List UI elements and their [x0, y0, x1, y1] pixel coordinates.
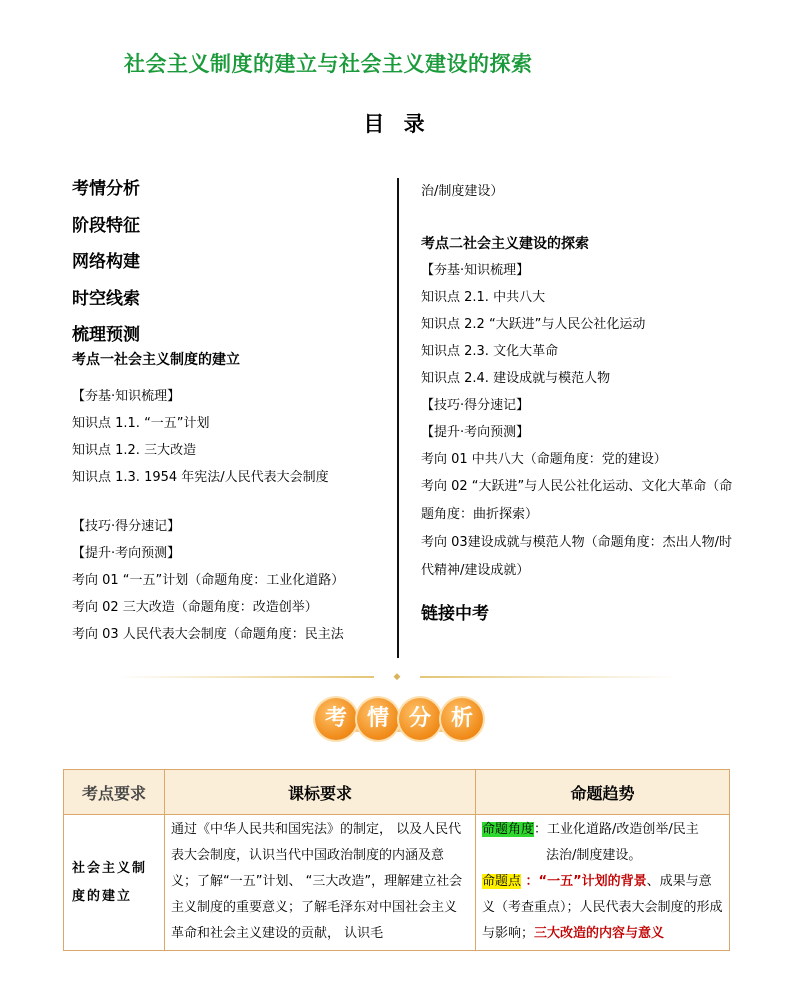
- toc-item[interactable]: 【技巧·得分速记】: [421, 398, 530, 413]
- point-colon: ：: [521, 874, 539, 889]
- toc-right-column: [421, 178, 741, 640]
- point-highlight: “一五”计划的背景: [538, 874, 647, 889]
- toc-item[interactable]: 【夯基·知识梳理】: [421, 263, 530, 278]
- table-header-row: [64, 770, 730, 815]
- toc-link-review-forecast[interactable]: 梳理预测: [72, 325, 140, 345]
- point-text: 社会主义制度的建立: [72, 860, 148, 904]
- section-badge-situation-analysis: [315, 698, 483, 750]
- toc-item[interactable]: 知识点 2.4. 建设成就与模范人物: [421, 371, 611, 386]
- column-header: 考点要求: [64, 770, 165, 815]
- angle-label: 命题角度: [482, 822, 535, 837]
- badge-char: 情: [357, 698, 399, 740]
- toc-item[interactable]: 考向 02 三大改造（命题角度：改造创举）: [72, 600, 318, 615]
- section-divider-left: [116, 676, 374, 678]
- point-highlight: 三大改造的内容与意义: [534, 926, 665, 941]
- toc-point1-title[interactable]: 考点一社会主义制度的建立: [72, 352, 240, 368]
- badge-char: 分: [399, 698, 441, 740]
- toc-item[interactable]: 【技巧·得分速记】: [72, 519, 181, 534]
- requirements-table: [63, 769, 730, 951]
- toc-link-stage-features[interactable]: 阶段特征: [72, 215, 140, 236]
- section-divider-ornament: ◆: [393, 672, 401, 682]
- toc-item[interactable]: 考向 01 “一五”计划（命题角度：工业化道路）: [72, 573, 345, 588]
- toc-link-exam-link[interactable]: 链接中考: [421, 604, 489, 624]
- toc-item[interactable]: 考向 03 人民代表大会制度（命题角度：民主法: [72, 627, 344, 642]
- toc-column-divider: [397, 178, 399, 658]
- angle-text: ：工业化道路/改造创举/民主: [534, 822, 699, 837]
- toc-item[interactable]: 【夯基·知识梳理】: [72, 389, 181, 404]
- angle-text-cont: 法治/制度建设。: [546, 848, 642, 863]
- toc-link-network-construction[interactable]: 网络构建: [72, 252, 140, 272]
- point-label: 命题点: [482, 874, 522, 889]
- toc-item[interactable]: 知识点 2.2 “大跃进”与人民公社化运动: [421, 317, 646, 332]
- toc-item[interactable]: 知识点 1.3. 1954 年宪法/人民代表大会制度: [72, 470, 329, 485]
- column-header: 命题趋势: [476, 770, 730, 815]
- toc-item[interactable]: 考向 01 中共八大（命题角度：党的建设）: [421, 452, 667, 467]
- toc-item[interactable]: 【提升·考向预测】: [72, 546, 181, 561]
- standard-text: 通过《中华人民共和国宪法》的制定， 以及人民代表大会制度，认识当代中国政治制度的内涵及意义；了解“一五”计划、 “三大改造”，理解建立社会主义制度的重要意义；了解毛泽东对中国社会主义革命和社会主义建设的贡献， 认识毛: [171, 822, 463, 941]
- badge-char: 考: [315, 698, 357, 740]
- cell-point: [64, 815, 165, 951]
- toc-left-column: [72, 178, 392, 648]
- table-row: [64, 815, 730, 951]
- toc-heading: 目 录: [363, 112, 431, 136]
- toc-link-spacetime-clues[interactable]: 时空线索: [72, 288, 140, 309]
- toc-item[interactable]: 【提升·考向预测】: [421, 425, 530, 440]
- cell-trend: [476, 815, 730, 951]
- toc-item[interactable]: 知识点 2.1. 中共八大: [421, 290, 546, 305]
- toc-link-situation-analysis[interactable]: 考情分析: [72, 179, 140, 199]
- toc-item[interactable]: 知识点 1.2. 三大改造: [72, 443, 197, 458]
- toc-item[interactable]: 知识点 2.3. 文化大革命: [421, 344, 559, 359]
- column-header: 课标要求: [165, 770, 476, 815]
- toc-item-wrapped[interactable]: 考向 03建设成就与模范人物（命题角度：杰出人物/时代精神/建设成就）: [421, 535, 733, 578]
- toc-item-wrapped[interactable]: 考向 02 “大跃进”与人民公社化运动、文化大革命（命题角度：曲折探索）: [421, 479, 733, 522]
- point-text: 、成果与意义（考查重点）；人民代表大会制度的形成与影响；: [482, 874, 723, 941]
- section-divider-right: [420, 676, 678, 678]
- document-title: 社会主义制度的建立与社会主义建设的探索: [124, 52, 533, 76]
- cell-standard: [165, 815, 476, 951]
- toc-item[interactable]: 知识点 1.1. “一五”计划: [72, 416, 210, 431]
- badge-char: 析: [441, 698, 483, 740]
- toc-point2-title[interactable]: 考点二社会主义建设的探索: [421, 236, 589, 252]
- toc-continuation: 治/制度建设）: [421, 184, 504, 199]
